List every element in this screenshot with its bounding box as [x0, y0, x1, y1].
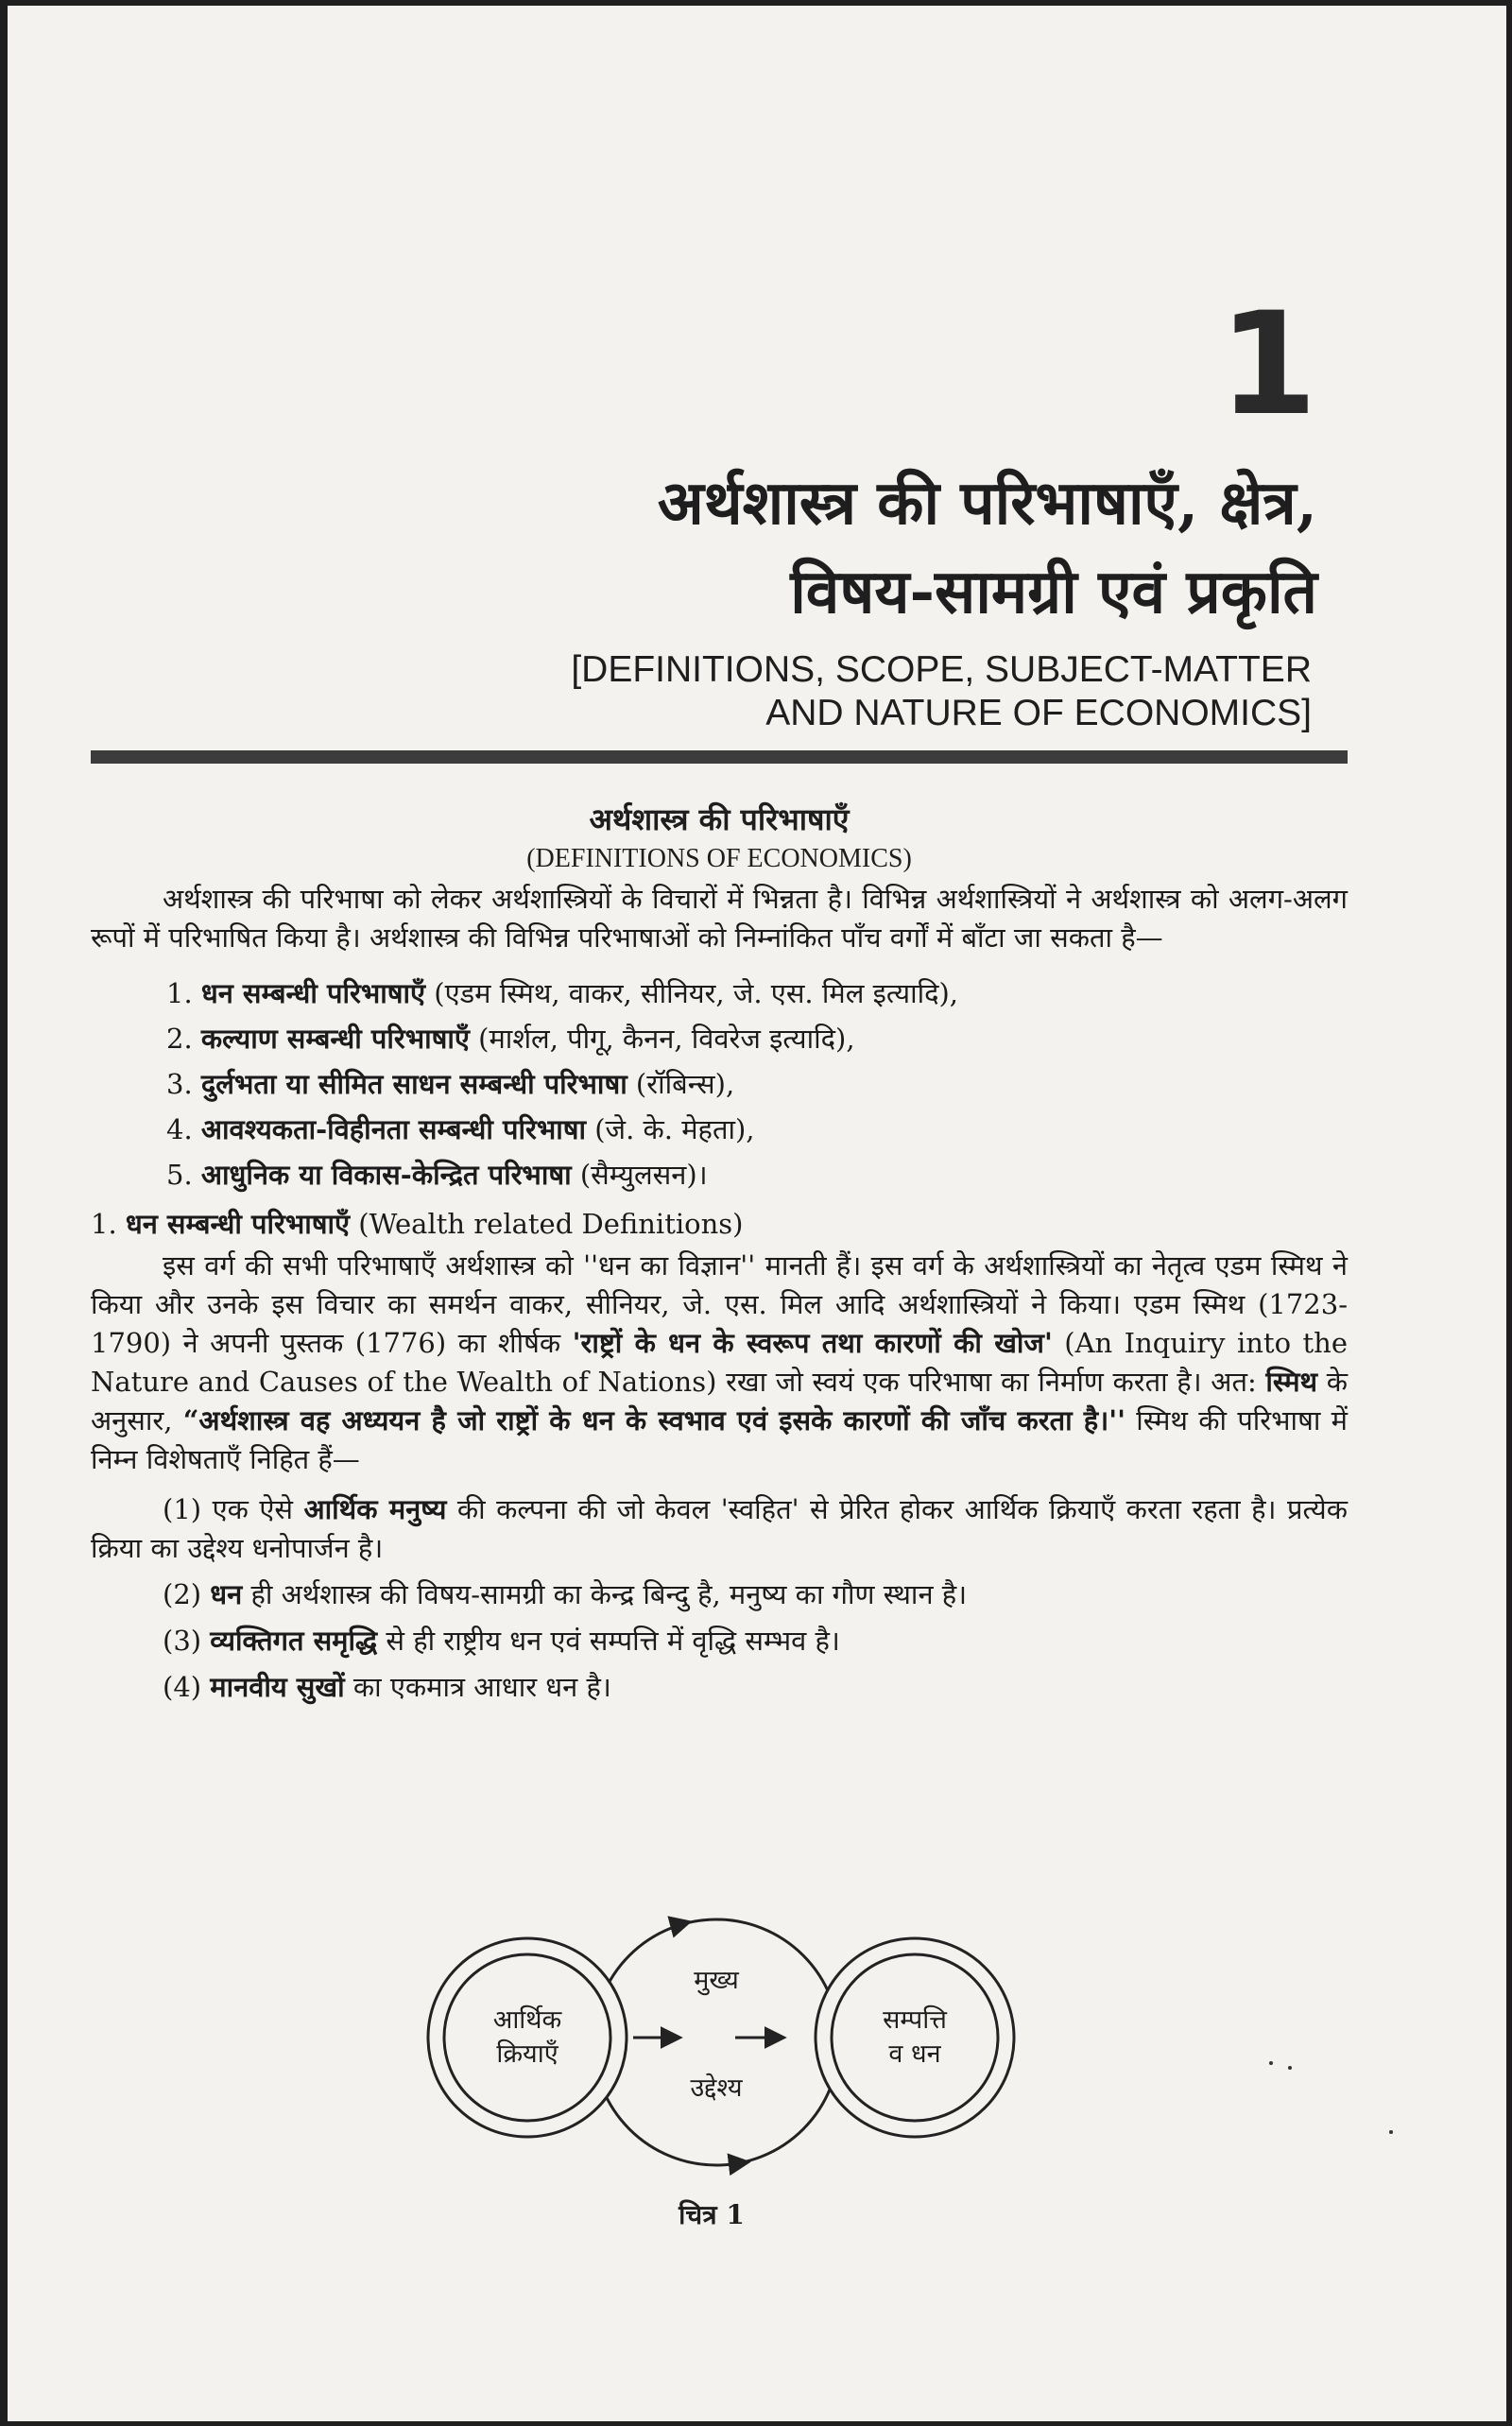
list-item: 3. दुर्लभता या सीमित साधन सम्बन्धी परिभाषा (रॉबिन्स), [166, 1068, 735, 1100]
list-item: 2. कल्याण सम्बन्धी परिभाषाएँ (मार्शल, पीगू, कैनन, विवरेज इत्यादि), [166, 1023, 855, 1055]
chapter-title-line-1: अर्थशास्त्र की परिभाषाएँ, क्षेत्र, [657, 468, 1317, 539]
wealth-definitions-heading: 1. धन सम्बन्धी परिभाषाएँ (Wealth related Definitions) [91, 1208, 744, 1240]
chapter-number: 1 [1218, 283, 1317, 447]
left-label-line-2: क्रियाएँ [496, 2039, 558, 2069]
list-item: 1. धन सम्बन्धी परिभाषाएँ (एडम स्मिथ, वाकर, सीनियर, जे. एस. मिल इत्यादि), [166, 977, 959, 1009]
diagram-svg [404, 1886, 1028, 2198]
list-item: (4) मानवीय सुखों का एकमात्र आधार धन है। [163, 1671, 611, 1703]
list-item: (1) एक ऐसे आर्थिक मनुष्य की कल्पना की जो केवल 'स्वहित' से प्रेरित होकर आर्थिक क्रियाएँ करता रहता है। प्रत्येक क्रिया का उद्देश्य धनोपार्जन है। [91, 1493, 1349, 1564]
section-heading-english: (DEFINITIONS OF ECONOMICS) [526, 844, 912, 873]
section-heading: अर्थशास्त्र की परिभाषाएँ [589, 801, 850, 837]
title-divider [91, 750, 1348, 764]
smith-features-list [91, 1490, 1348, 1707]
chapter-title-line-2: विषय-सामग्री एवं प्रकृति [790, 557, 1317, 628]
chapter-title-english [291, 648, 1312, 735]
center-cycle-circle [593, 1919, 839, 2165]
list-item: (3) व्यक्तिगत समृद्धि से ही राष्ट्रीय धन एवं सम्पत्ति में वृद्धि सम्भव है। [163, 1625, 840, 1657]
wealth-paragraph: इस वर्ग की सभी परिभाषाएँ अर्थशास्त्र को ''धन का विज्ञान'' मानती हैं। इस वर्ग के अर्थशास्त्रियों का नेतृत्व एडम स्मिथ ने किया और उनके इस विचार का समर्थन वाकर, सीनियर, जे. एस. मिल आदि अर्थशास्त्रियों ने किया। एडम स्मिथ (1723-1790) ने अपनी पुस्तक (1776) का शीर्षक 'राष्ट्रों के धन के स्वरूप तथा कारणों की खोज' (An Inquiry into the Nature and Causes of the Wealth of Nations) रखा जो स्वयं एक परिभाषा का निर्माण करता है। अत: स्मिथ के अनुसार, “अर्थशास्त्र वह अध्ययन है जो राष्ट्रों के धन के स्वभाव एवं इसके कारणों की जाँच करता है।'' स्मिथ की परिभाषा में निम्न विशेषताएँ निहित हैं— [91, 1249, 1348, 1475]
right-label-line-2: व धन [888, 2039, 941, 2069]
book-page [8, 6, 1506, 2421]
list-item: 5. आधुनिक या विकास-केन्द्रित परिभाषा (सैम्युलसन)। [166, 1159, 708, 1191]
print-speck [1288, 2066, 1292, 2070]
print-speck [1389, 2130, 1393, 2134]
chapter-title-en-line-1: [DEFINITIONS, SCOPE, SUBJECT-MATTER [571, 649, 1312, 690]
list-item: (2) धन ही अर्थशास्त्र की विषय-सामग्री का केन्द्र बिन्दु है, मनुष्य का गौण स्थान है। [163, 1578, 968, 1610]
right-inner-circle [832, 1954, 998, 2121]
chapter-title-en-line-2: AND NATURE OF ECONOMICS] [765, 693, 1312, 733]
wealth-cycle-diagram [404, 1886, 1028, 2198]
right-label-line-1: सम्पत्ति [883, 2005, 947, 2035]
center-label-bottom: उद्देश्य [690, 2073, 743, 2103]
left-label-line-1: आर्थिक [492, 2005, 562, 2035]
figure-caption: चित्र 1 [679, 2199, 745, 2230]
cycle-arrow-top [674, 1922, 688, 1926]
list-item: 4. आवश्यकता-विहीनता सम्बन्धी परिभाषा (जे. के. मेहता), [166, 1113, 755, 1145]
cycle-arrow-bottom [730, 2162, 747, 2164]
body-text [91, 880, 1348, 1714]
definition-categories-list [91, 971, 1348, 1197]
chapter-title-hindi [291, 459, 1317, 637]
left-inner-circle [444, 1954, 610, 2121]
print-speck [1269, 2061, 1273, 2065]
center-label-top: मुख्य [694, 1966, 739, 1995]
intro-paragraph: अर्थशास्त्र की परिभाषा को लेकर अर्थशास्त्रियों के विचारों में भिन्नता है। विभिन्न अर्थशास्त्रियों ने अर्थशास्त्र को अलग-अलग रूपों में परिभाषित किया है। अर्थशास्त्र की विभिन्न परिभाषाओं को निम्नांकित पाँच वर्गों में बाँटा जा सकता है— [91, 883, 1348, 954]
